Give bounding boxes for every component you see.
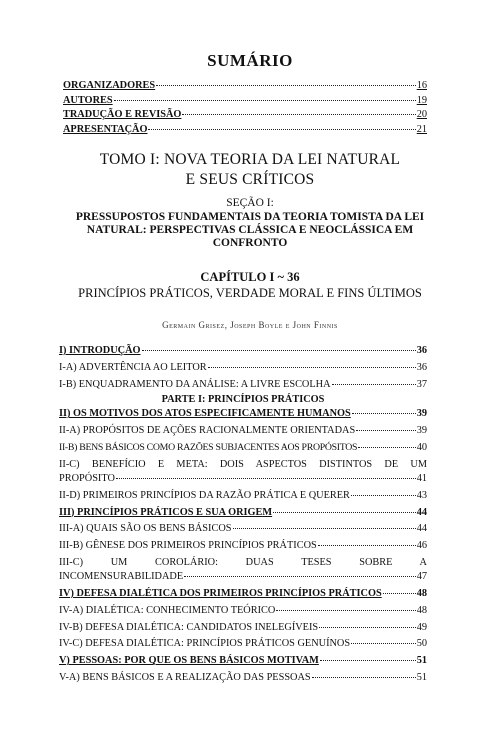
toc-entry-label: III-A) QUAIS SÃO OS BENS BÁSICOS (59, 523, 232, 535)
dot-leader (358, 438, 416, 448)
toc-entry-page: 50 (416, 638, 427, 650)
chapter-title: PRINCÍPIOS PRÁTICOS, VERDADE MORAL E FINS ÚLTIMOS (78, 286, 422, 300)
dot-leader (352, 404, 416, 414)
dot-leader (351, 634, 416, 644)
toc-entry-page: 51 (416, 655, 427, 667)
toc-entry[interactable] (59, 440, 427, 457)
toc-entry-page: 20 (416, 109, 427, 121)
chapter-toc (59, 343, 427, 687)
toc-entry-label: ORGANIZADORES (63, 80, 156, 91)
toc-entry-label-line2: INCOMENSURABILIDADE (59, 571, 184, 583)
dot-leader (320, 651, 416, 661)
toc-entry-page: 46 (416, 540, 427, 552)
toc-entry[interactable] (59, 555, 427, 586)
toc-entry-page: 36 (416, 361, 427, 373)
dot-leader (148, 120, 415, 130)
toc-entry-page: 49 (416, 621, 427, 633)
toc-entry-label: I-B) ENQUADRAMENTO DA ANÁLISE: A LIVRE ESCOLHA (59, 378, 331, 390)
dot-leader (208, 358, 416, 368)
tomo-heading-line1: TOMO I: NOVA TEORIA DA LEI NATURAL (99, 151, 401, 168)
tomo-heading (0, 150, 500, 190)
toc-entry-label-line1: II-C) BENEFÍCIO E META: DOIS ASPECTOS DISTINTOS DE UM (59, 458, 427, 470)
toc-entry-page: 19 (416, 94, 427, 106)
toc-entry-label: APRESENTAÇÃO (63, 124, 148, 136)
toc-entry-page: 43 (416, 489, 427, 501)
toc-entry-label: I-A) ADVERTÊNCIA AO LEITOR (59, 361, 207, 373)
toc-entry-label: II-B) BENS BÁSICOS COMO RAZÕES SUBJACENTES AOS PROPÓSITOS (59, 441, 358, 453)
toc-entry[interactable] (59, 457, 427, 488)
dot-leader (276, 601, 415, 611)
toc-entry-label: V-A) BENS BÁSICOS E A REALIZAÇÃO DAS PESSOAS (59, 671, 311, 683)
secao-title: PRESSUPOSTOS FUNDAMENTAIS DA TEORIA TOMISTA DA LEI NATURAL: PERSPECTIVAS CLÁSSICA E NEOCLÁSSICA EM CONFRONTO (75, 211, 425, 249)
toc-entry-page: 48 (416, 587, 427, 599)
dot-leader (319, 618, 416, 628)
toc-entry-page: 44 (416, 523, 427, 535)
toc-entry-label: I) INTRODUÇÃO (59, 345, 141, 356)
toc-entry-page: 21 (416, 124, 427, 136)
toc-entry-page: 44 (416, 506, 427, 518)
toc-part-heading: PARTE I: PRINCÍPIOS PRÁTICOS (161, 394, 325, 406)
toc-entry-label: V) PESSOAS: POR QUE OS BENS BÁSICOS MOTIVAM (59, 655, 319, 667)
dot-leader (116, 469, 416, 479)
toc-entry-label: III-B) GÊNESE DOS PRIMEIROS PRINCÍPIOS PRÁTICOS (59, 540, 317, 552)
toc-entry-page: 39 (416, 408, 427, 420)
dot-leader (312, 668, 416, 678)
dot-leader (184, 567, 416, 577)
toc-entry-page: 16 (416, 80, 427, 91)
dot-leader (383, 584, 416, 594)
toc-entry-page: 36 (416, 345, 427, 356)
toc-entry-label: II-D) PRIMEIROS PRINCÍPIOS DA RAZÃO PRÁTICA E QUERER (59, 489, 350, 501)
toc-entry-label: AUTORES (63, 94, 113, 106)
toc-entry-label: III) PRINCÍPIOS PRÁTICOS E SUA ORIGEM (59, 506, 273, 518)
secao-label: SEÇÃO I: (226, 197, 274, 209)
dot-leader (182, 105, 415, 115)
toc-entry-page: 51 (416, 671, 427, 683)
dot-leader (233, 519, 416, 529)
chapter-authors: Germain Grisez, Joseph Boyle e John Finnis (162, 320, 338, 330)
chapter-label: CAPÍTULO I ~ 36 (200, 270, 300, 284)
toc-entry-label: IV-A) DIALÉTICA: CONHECIMENTO TEÓRICO (59, 604, 276, 616)
toc-entry[interactable] (59, 538, 427, 555)
tomo-heading-line2: E SEUS CRÍTICOS (185, 171, 315, 188)
dot-leader (156, 76, 416, 86)
toc-entry-page: 41 (416, 473, 427, 485)
dot-leader (351, 486, 416, 496)
dot-leader (273, 503, 416, 513)
toc-entry-label-line2: PROPÓSITO (59, 473, 115, 485)
toc-entry[interactable] (59, 377, 427, 394)
toc-entry-label: II) OS MOTIVOS DOS ATOS ESPECIFICAMENTE HUMANOS (59, 408, 351, 420)
toc-entry-label: IV) DEFESA DIALÉTICA DOS PRIMEIROS PRINCÍPIOS PRÁTICOS (59, 587, 382, 599)
toc-entry-page: 40 (416, 441, 427, 453)
page-title: SUMÁRIO (207, 51, 293, 70)
toc-entry-label: TRADUÇÃO E REVISÃO (63, 109, 182, 121)
toc-entry-apresentacao[interactable] (63, 122, 427, 137)
front-matter-list (63, 78, 427, 137)
dot-leader (356, 421, 416, 431)
dot-leader (318, 536, 416, 546)
toc-entry-label: IV-B) DEFESA DIALÉTICA: CANDIDATOS INELEGÍVEIS (59, 621, 319, 633)
toc-entry-label: IV-C) DEFESA DIALÉTICA: PRINCÍPIOS PRÁTICOS GENUÍNOS (59, 638, 351, 650)
toc-entry[interactable] (59, 670, 427, 687)
toc-entry-page: 48 (416, 604, 427, 616)
dot-leader (114, 91, 416, 101)
toc-entry-page: 39 (416, 425, 427, 437)
dot-leader (142, 341, 416, 351)
dot-leader (332, 375, 416, 385)
toc-entry-label-line1: III-C) UM COROLÁRIO: DUAS TESES SOBRE A (59, 556, 427, 568)
toc-entry-page: 47 (416, 571, 427, 583)
toc-entry-label: II-A) PROPÓSITOS DE AÇÕES RACIONALMENTE ORIENTADAS (59, 425, 356, 437)
toc-entry-page: 37 (416, 378, 427, 390)
